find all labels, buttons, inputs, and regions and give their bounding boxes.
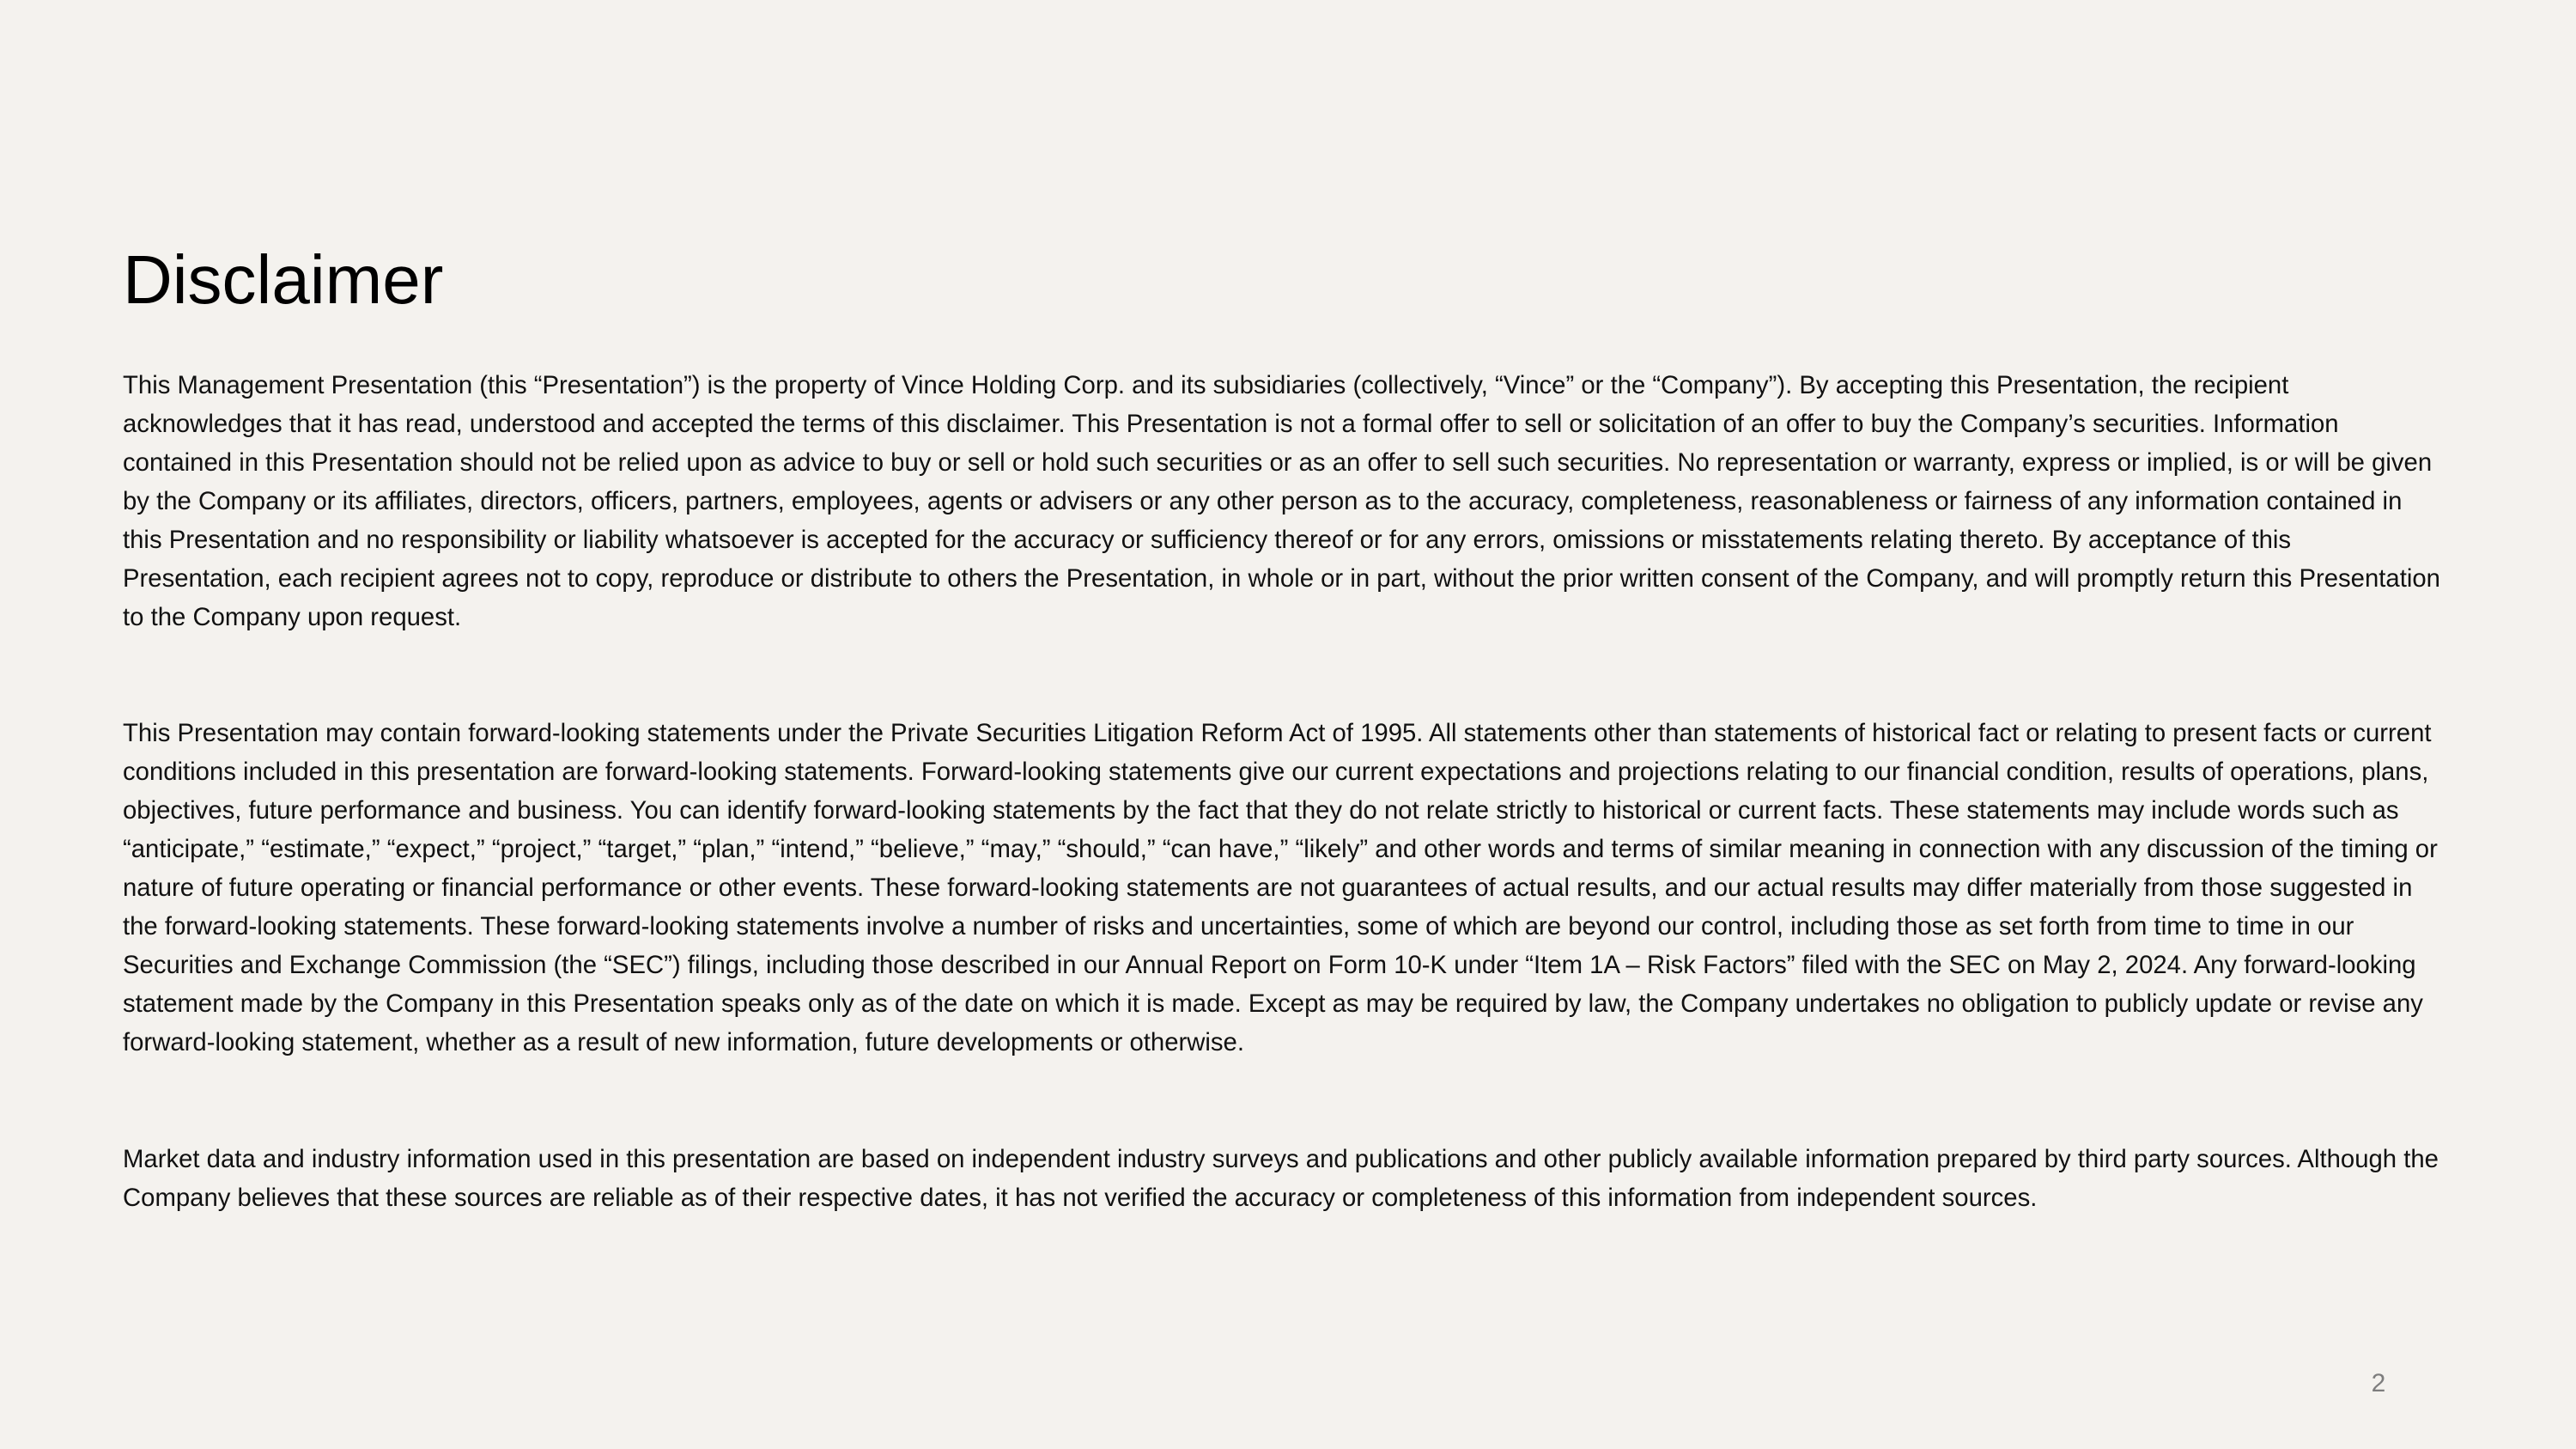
disclaimer-paragraph-forward-looking: This Presentation may contain forward-looking statements under the Private Securities Litigation Reform Act of 1995. All statements other than statements of historical fact or relating to present facts or current conditions included in this presentation are forward-looking statements. Forward-looking statements give our current expectations and projections relating to our financial condition, results of operations, plans, objectives, future performance and business. You can identify forward-looking statements by the fact that they do not relate strictly to historical or current facts. These statements may include words such as “anticipate,” “estimate,” “expect,” “project,” “target,” “plan,” “intend,” “believe,” “may,” “should,” “can have,” “likely” and other words and terms of similar meaning in connection with any discussion of the timing or nature of future operating or financial performance or other events. These forward-looking statements are not guarantees of actual results, and our actual results may differ materially from those suggested in the forward-looking statements. These forward-looking statements involve a number of risks and uncertainties, some of which are beyond our control, including those as set forth from time to time in our Securities and Exchange Commission (the “SEC”) filings, including those described in our Annual Report on Form 10-K under “Item 1A – Risk Factors” filed with the SEC on May 2, 2024. Any forward-looking statement made by the Company in this Presentation speaks only as of the date on which it is made. Except as may be required by law, the Company undertakes no obligation to publicly update or revise any forward-looking statement, whether as a result of new information, future developments or otherwise. <box>123 719 2438 1056</box>
page-title: Disclaimer <box>123 241 444 318</box>
page-number: 2 <box>2371 1369 2386 1397</box>
disclaimer-paragraph-market-data: Market data and industry information used in this presentation are based on independent industry surveys and publications and other publicly available information prepared by third party sources. Although the Company believes that these sources are reliable as of their respective dates, it has not verified the accuracy or completeness of this information from independent sources. <box>123 1145 2439 1212</box>
disclaimer-paragraph-ownership: This Management Presentation (this “Presentation”) is the property of Vince Holding Corp. and its subsidiaries (collectively, “Vince” or the “Company”). By accepting this Presentation, the recipient acknowledges that it has read, understood and accepted the terms of this disclaimer. This Presentation is not a formal offer to sell or solicitation of an offer to buy the Company’s securities. Information contained in this Presentation should not be relied upon as advice to buy or sell or hold such securities or as an offer to sell such securities. No representation or warranty, express or implied, is or will be given by the Company or its affiliates, directors, officers, partners, employees, agents or advisers or any other person as to the accuracy, completeness, reasonableness or fairness of any information contained in this Presentation and no responsibility or liability whatsoever is accepted for the accuracy or sufficiency thereof or for any errors, omissions or misstatements relating thereto. By acceptance of this Presentation, each recipient agrees not to copy, reproduce or distribute to others the Presentation, in whole or in part, without the prior written consent of the Company, and will promptly return this Presentation to the Company upon request. <box>123 371 2440 631</box>
